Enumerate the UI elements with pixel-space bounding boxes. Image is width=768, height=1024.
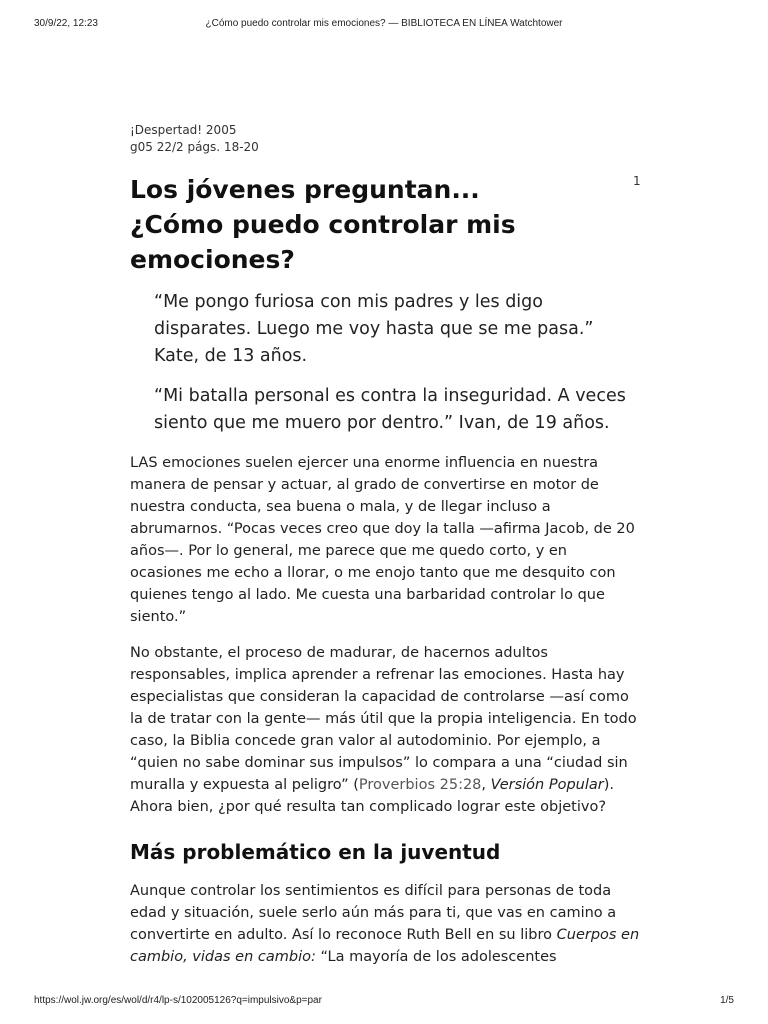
bible-version: Versión Popular	[490, 777, 604, 793]
print-page-title: ¿Cómo puedo controlar mis emociones? — BIBLIOTECA EN LÍNEA Watchtower	[205, 18, 563, 29]
print-url: https://wol.jw.org/es/wol/d/r4/lp-s/102005126?q=impulsivo&p=par	[34, 995, 322, 1006]
paragraph-text: Aunque controlar los sentimientos es difícil para personas de toda edad y situación, suele serlo aún más para ti, que vas en camino a convertirte en adulto. Así lo reconoce Ruth Bell en su libro	[130, 883, 617, 943]
publication-name: ¡Despertad! 2005	[130, 123, 237, 137]
section-heading: Más problemático en la juventud	[130, 840, 501, 864]
book-title: Cuerpos en cambio, vidas en cambio:	[130, 927, 640, 965]
body-paragraph	[130, 642, 640, 818]
body-paragraph	[130, 880, 640, 968]
paragraph-text: ). Ahora bien, ¿por qué resulta tan complicado lograr este objetivo?	[130, 777, 615, 815]
paragraph-text: ,	[481, 777, 491, 793]
article-content	[130, 122, 640, 968]
article-title	[130, 172, 640, 277]
intro-quote: “Me pongo furiosa con mis padres y les digo disparates. Luego me voy hasta que se me pasa.” Kate, de 13 años.	[154, 292, 594, 366]
body-paragraph: LAS emociones suelen ejercer una enorme influencia en nuestra manera de pensar y actuar, al grado de convertirse en motor de nuestra conducta, sea buena o mala, y de llegar incluso a abrumarnos. “Pocas veces creo que doy la talla —afirma Jacob, de 20 años—. Por lo general, me parece que me quedo corto, y en ocasiones me echo a llorar, o me enojo tanto que me desquito con quienes tengo al lado. Me cuesta una barbaridad controlar lo que siento.”	[130, 455, 635, 625]
paragraph-text: No obstante, el proceso de madurar, de hacernos adultos responsables, implica aprender a refrenar las emociones. Hasta hay especialistas que consideran la capacidad de controlarse —así como la de tratar con la gente— más útil que la propia inteligencia. En todo caso, la Biblia concede gran valor al autodominio. Por ejemplo, a “quien no sabe dominar sus impulsos” lo compara a una “ciudad sin muralla y expuesta al peligro” (	[130, 645, 637, 793]
title-series: Los jóvenes preguntan...	[130, 175, 480, 204]
scripture-link[interactable]: Proverbios 25:28	[358, 777, 482, 793]
paragraph-number[interactable]: 1	[633, 174, 641, 188]
publication-reference: g05 22/2 págs. 18-20	[130, 140, 259, 154]
paragraph-text: “La mayoría de los adolescentes	[315, 949, 557, 965]
print-datetime: 30/9/22, 12:23	[34, 18, 98, 29]
print-page-count: 1/5	[720, 995, 734, 1006]
intro-quote: “Mi batalla personal es contra la inseguridad. A veces siento que me muero por dentro.” Ivan, de 19 años.	[154, 386, 626, 433]
title-main: ¿Cómo puedo controlar mis emociones?	[130, 210, 516, 274]
